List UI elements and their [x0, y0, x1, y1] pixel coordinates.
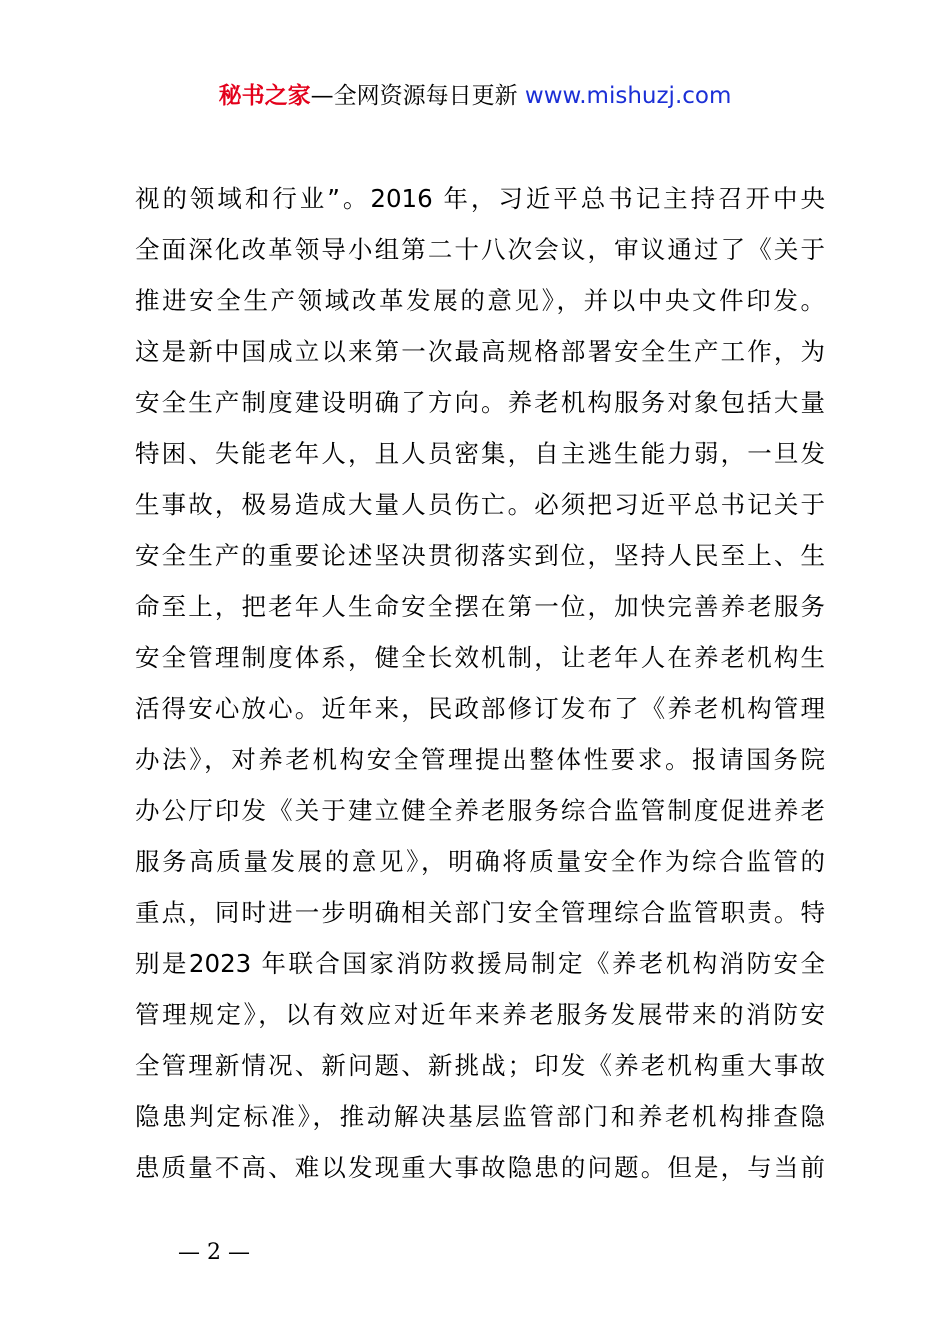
body-line: 全面深化改革领导小组第二十八次会议，审议通过了《关于: [135, 235, 825, 264]
body-line: 隐患判定标准》，推动解决基层监管部门和养老机构排查隐: [135, 1102, 825, 1131]
header-tagline: —全网资源每日更新: [310, 83, 525, 109]
body-line: 别是2023 年联合国家消防救援局制定《养老机构消防安全: [135, 949, 825, 978]
body-line: 办公厅印发《关于建立健全养老服务综合监管制度促进养老: [135, 796, 825, 825]
body-line: 全管理新情况、新问题、新挑战；印发《养老机构重大事故: [135, 1051, 825, 1080]
site-url-link[interactable]: www.mishuzj.com: [524, 83, 732, 109]
body-line: 推进安全生产领域改革发展的意见》，并以中央文件印发。: [135, 286, 825, 315]
body-line: 服务高质量发展的意见》，明确将质量安全作为综合监管的: [135, 847, 825, 876]
body-line: 生事故，极易造成大量人员伤亡。必须把习近平总书记关于: [135, 490, 825, 519]
body-line: 管理规定》，以有效应对近年来养老服务发展带来的消防安: [135, 1000, 825, 1029]
body-line: 安全生产的重要论述坚决贯彻落实到位，坚持人民至上、生: [135, 541, 825, 570]
page-number: — 2 —: [178, 1240, 250, 1265]
body-line: 特困、失能老年人，且人员密集，自主逃生能力弱，一旦发: [135, 439, 825, 468]
body-line: 活得安心放心。近年来，民政部修订发布了《养老机构管理: [135, 694, 825, 723]
site-header: [0, 78, 950, 114]
body-line: 视的领域和行业”。2016 年，习近平总书记主持召开中央: [135, 184, 825, 213]
body-line: 这是新中国成立以来第一次最高规格部署安全生产工作，为: [135, 337, 825, 366]
body-line: 安全管理制度体系，健全长效机制，让老年人在养老机构生: [135, 643, 825, 672]
brand-name: 秘书之家: [218, 83, 311, 109]
body-line: 患质量不高、难以发现重大事故隐患的问题。但是，与当前: [135, 1153, 825, 1182]
body-line: 命至上，把老年人生命安全摆在第一位，加快完善养老服务: [135, 592, 825, 621]
body-line: 重点，同时进一步明确相关部门安全管理综合监管职责。特: [135, 898, 825, 927]
body-line: 安全生产制度建设明确了方向。养老机构服务对象包括大量: [135, 388, 825, 417]
body-line: 办法》，对养老机构安全管理提出整体性要求。报请国务院: [135, 745, 825, 774]
document-body: [135, 173, 825, 1193]
